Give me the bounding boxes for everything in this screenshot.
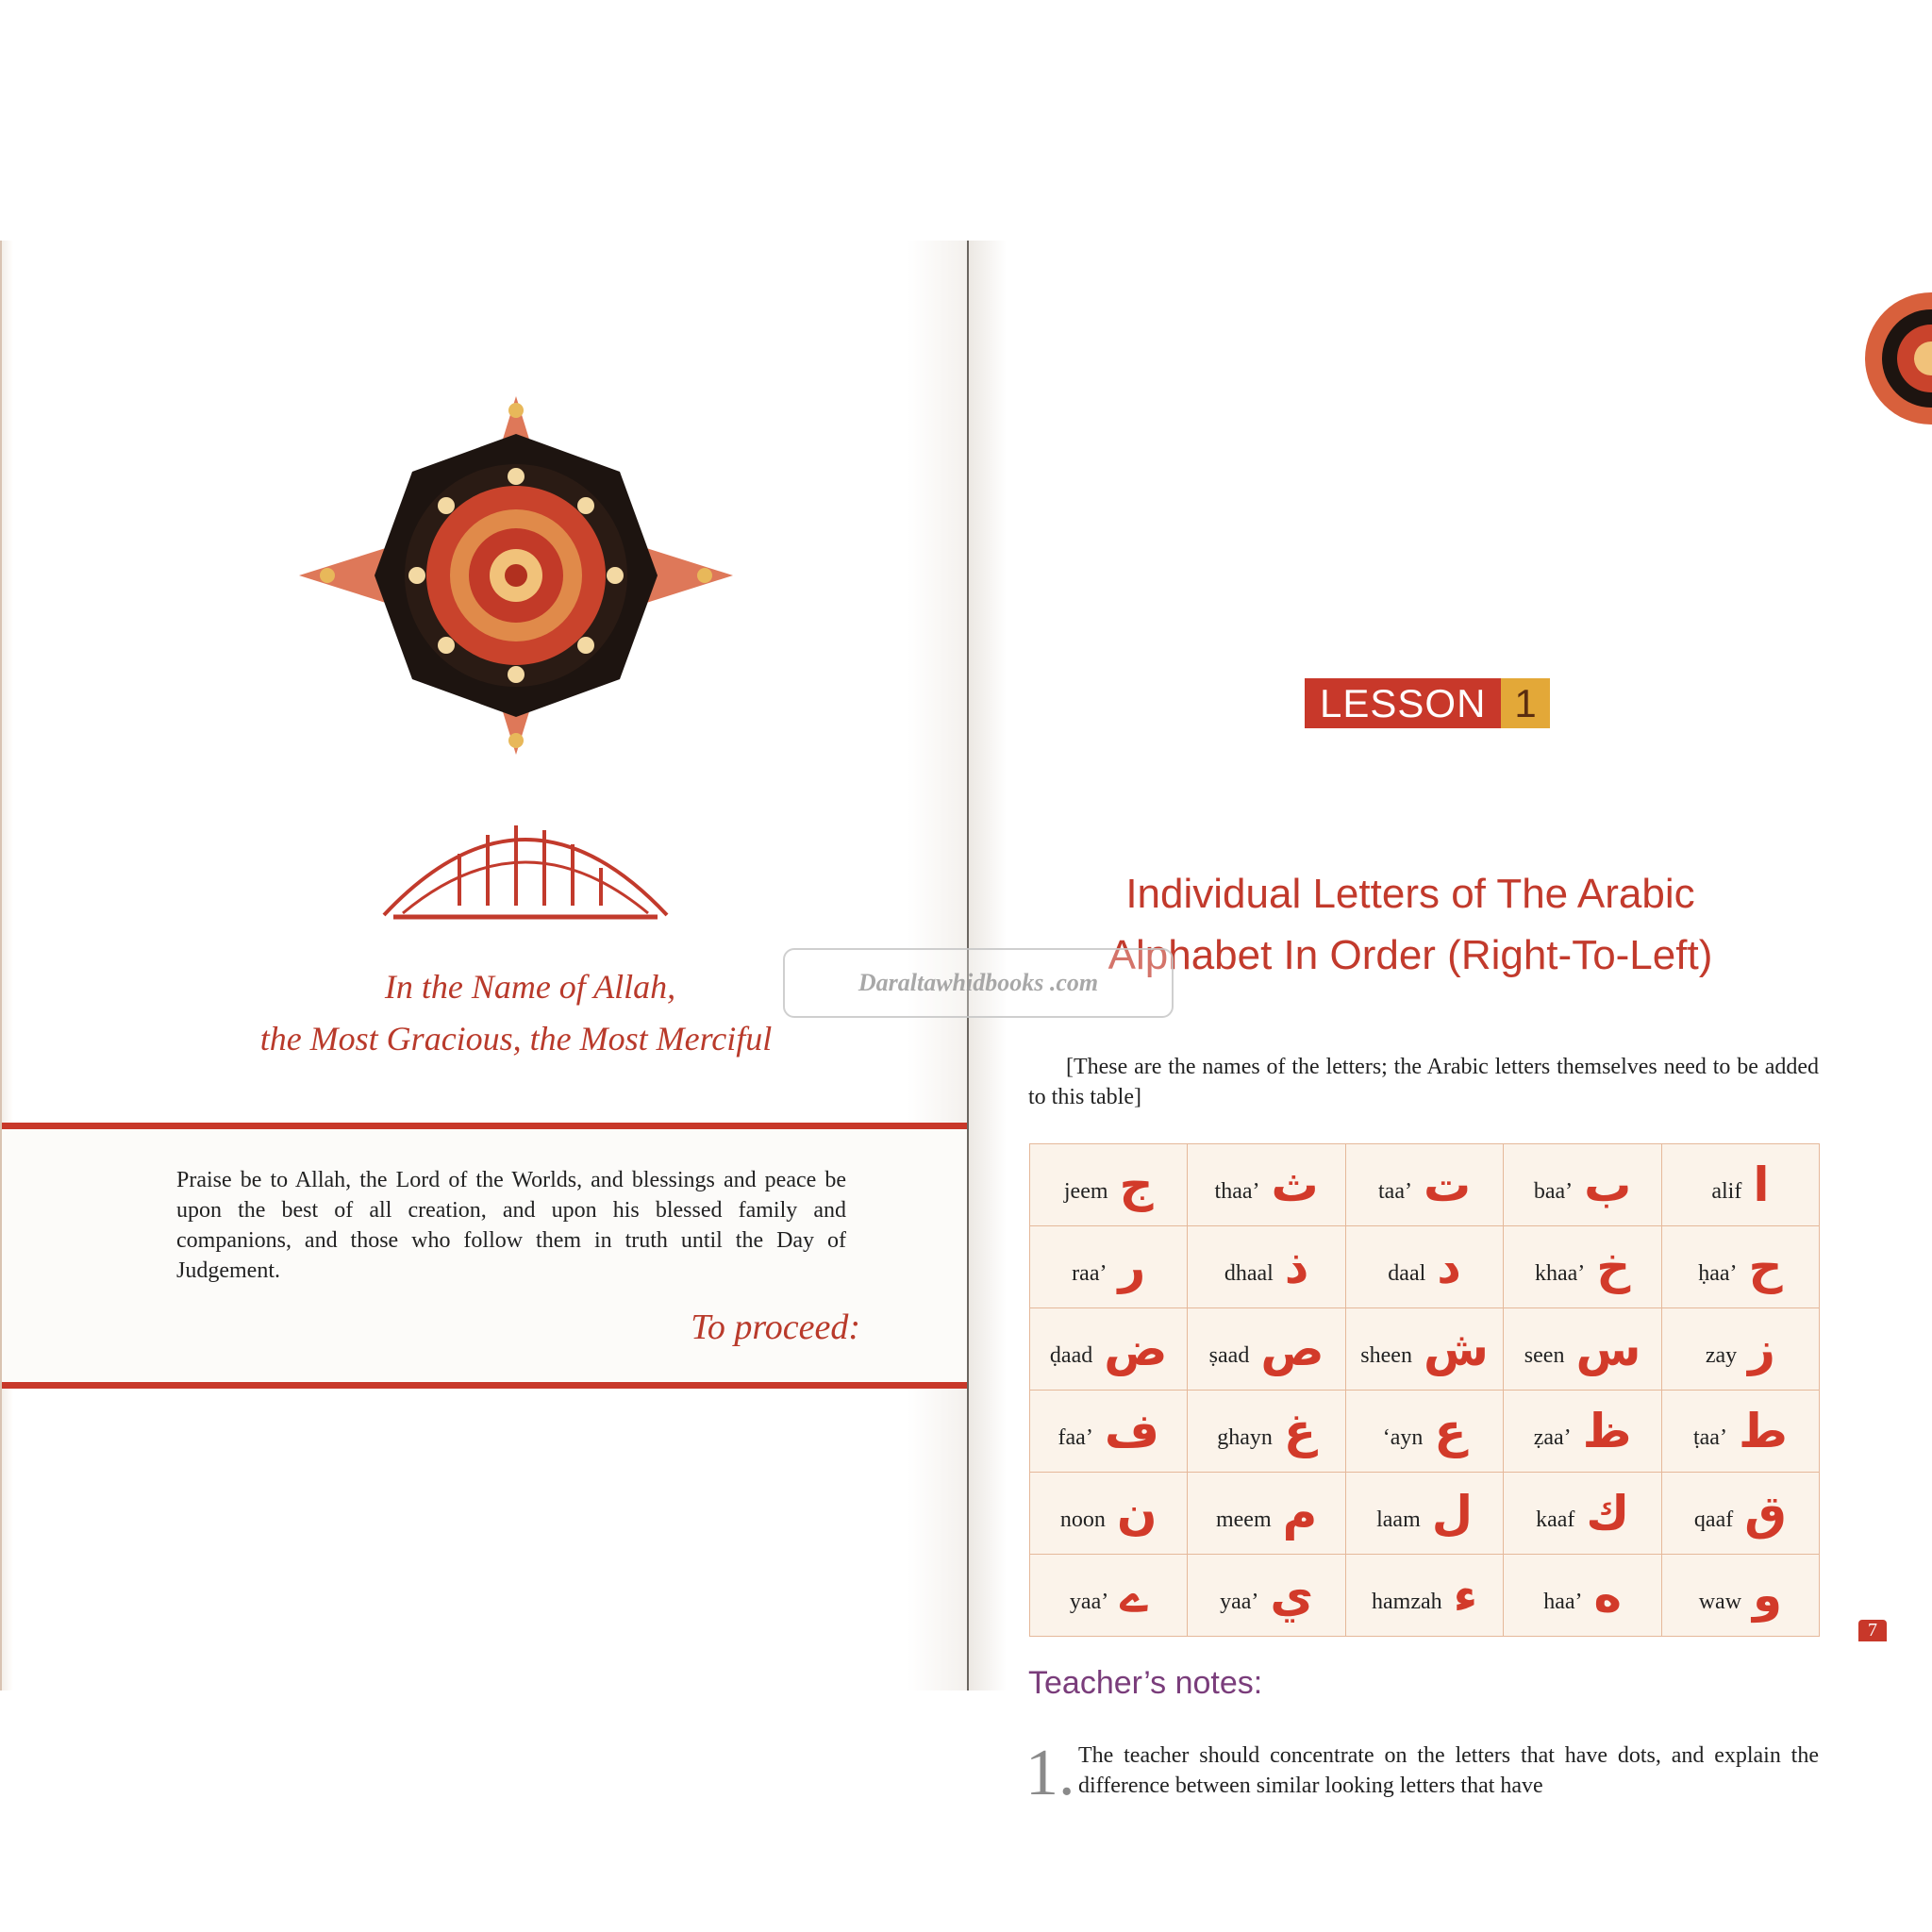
letter-cell <box>1030 1308 1188 1391</box>
letter-name: baa’ <box>1533 1178 1574 1204</box>
letters-row <box>1030 1473 1820 1555</box>
letter-name: meem <box>1215 1507 1272 1532</box>
letter-cell-content <box>1346 1473 1504 1554</box>
letter-cell <box>1504 1473 1661 1555</box>
letter-name: taa’ <box>1378 1178 1412 1204</box>
letter-cell-content <box>1188 1555 1344 1636</box>
letter-name: daal <box>1388 1260 1426 1286</box>
letters-row <box>1030 1391 1820 1473</box>
letter-cell <box>1661 1391 1819 1473</box>
letter-cell-content <box>1346 1391 1504 1472</box>
arabic-letter: س <box>1575 1322 1641 1376</box>
watermark: Daraltawhidbooks .com <box>783 948 1174 1018</box>
letter-cell-content <box>1662 1555 1819 1636</box>
lesson-badge <box>1305 678 1550 728</box>
letter-cell <box>1504 1308 1661 1391</box>
letter-cell <box>1188 1555 1345 1637</box>
lesson-title-line2: Alphabet In Order (Right-To-Left) <box>1108 932 1713 978</box>
letter-name: dhaal <box>1224 1260 1274 1286</box>
letter-name: laam <box>1376 1507 1421 1532</box>
arabic-letter: ے <box>1120 1568 1148 1623</box>
table-note: [These are the names of the letters; the Arabic letters themselves need to be added to this table] <box>1028 1055 1819 1109</box>
letter-cell-content <box>1030 1226 1187 1307</box>
letter-cell <box>1504 1144 1661 1226</box>
letters-table <box>1029 1143 1820 1637</box>
letter-name: raa’ <box>1072 1260 1108 1286</box>
letter-cell <box>1188 1308 1345 1391</box>
letter-cell-content <box>1188 1144 1344 1225</box>
arabic-letter: ع <box>1434 1404 1467 1458</box>
letter-name: noon <box>1059 1507 1106 1532</box>
letter-name: alif <box>1711 1178 1742 1204</box>
praise-paragraph: Praise be to Allah, the Lord of the Worlds, and blessings and peace be upon the best of all creation, and upon his blessed family and companions, and those who follow them in truth until the Day of Judgement. <box>176 1168 846 1283</box>
letter-name: haa’ <box>1543 1589 1583 1614</box>
letter-cell <box>1661 1226 1819 1308</box>
letter-cell-content <box>1030 1555 1187 1636</box>
arabic-letter: ر <box>1118 1240 1146 1294</box>
note-number: 1. <box>1025 1737 1075 1809</box>
arabic-letter: ء <box>1453 1568 1478 1623</box>
letter-cell <box>1661 1473 1819 1555</box>
arabic-letter: غ <box>1283 1404 1317 1458</box>
letter-name: hamzah <box>1372 1589 1442 1614</box>
letter-cell <box>1345 1144 1504 1226</box>
letter-name: yaa’ <box>1220 1589 1259 1614</box>
arabic-letter: ث <box>1271 1158 1319 1212</box>
letter-cell-content <box>1346 1555 1504 1636</box>
letters-row <box>1030 1555 1820 1637</box>
letter-cell-content <box>1030 1308 1187 1390</box>
bismillah-translation-line2: the Most Gracious, the Most Merciful <box>259 1020 773 1058</box>
letter-cell <box>1661 1144 1819 1226</box>
letter-name: waw <box>1698 1589 1742 1614</box>
letter-cell-content <box>1188 1308 1344 1390</box>
letter-name: ḥaa’ <box>1698 1260 1738 1286</box>
letters-row <box>1030 1308 1820 1391</box>
letter-cell <box>1345 1391 1504 1473</box>
letter-cell-content <box>1346 1144 1504 1225</box>
note-text: The teacher should concentrate on the letters that have dots, and explain the difference between similar looking letters that have <box>1078 1743 1819 1798</box>
divider-top <box>2 1123 969 1129</box>
arabic-letter: و <box>1753 1568 1783 1623</box>
letter-name: ḍaad <box>1049 1342 1093 1368</box>
letter-cell-content <box>1662 1473 1819 1554</box>
arabic-letter: ح <box>1748 1240 1783 1294</box>
arabic-letter: ز <box>1748 1322 1775 1376</box>
arabic-letter: د <box>1437 1240 1461 1294</box>
letter-cell <box>1504 1226 1661 1308</box>
letter-cell <box>1661 1555 1819 1637</box>
letter-cell-content <box>1346 1308 1504 1390</box>
letter-cell <box>1030 1555 1188 1637</box>
letter-cell <box>1188 1391 1345 1473</box>
to-proceed-text: To proceed: <box>691 1307 860 1347</box>
page-number: 7 <box>1858 1620 1887 1641</box>
letter-name: faa’ <box>1058 1424 1093 1450</box>
letter-cell-content <box>1188 1391 1344 1472</box>
arabic-letter: ل <box>1431 1486 1474 1541</box>
arabic-letter: ص <box>1260 1322 1324 1376</box>
letter-name: qaaf <box>1693 1507 1734 1532</box>
letter-cell <box>1030 1473 1188 1555</box>
letter-cell <box>1661 1308 1819 1391</box>
letter-cell <box>1030 1144 1188 1226</box>
letter-cell-content <box>1346 1226 1504 1307</box>
letter-cell-content <box>1504 1555 1660 1636</box>
divider-bottom <box>2 1382 969 1389</box>
letter-name: ghayn <box>1217 1424 1273 1450</box>
bismillah-translation-line1: In the Name of Allah, <box>384 968 676 1006</box>
letter-cell-content <box>1188 1473 1344 1554</box>
letter-cell-content <box>1188 1226 1344 1307</box>
letter-cell <box>1030 1226 1188 1308</box>
letter-cell-content <box>1662 1391 1819 1472</box>
letter-cell-content <box>1030 1391 1187 1472</box>
letters-row <box>1030 1144 1820 1226</box>
arabic-letter: ظ <box>1582 1404 1632 1458</box>
letter-cell <box>1345 1226 1504 1308</box>
arabic-letter: ت <box>1423 1158 1472 1212</box>
floral-medallion-icon <box>290 396 742 755</box>
letter-cell-content <box>1030 1144 1187 1225</box>
letter-cell <box>1188 1226 1345 1308</box>
arabic-letter: م <box>1282 1486 1318 1541</box>
corner-ornament-icon <box>1851 278 1932 439</box>
arabic-letter: ك <box>1586 1486 1630 1541</box>
letter-name: sheen <box>1360 1342 1412 1368</box>
letter-name: ṣaad <box>1208 1342 1250 1368</box>
letter-cell-content <box>1030 1473 1187 1554</box>
letter-cell-content <box>1504 1226 1660 1307</box>
arabic-letter: ق <box>1744 1486 1787 1541</box>
letter-cell <box>1345 1555 1504 1637</box>
letter-cell <box>1504 1555 1661 1637</box>
letter-name: ẓaa’ <box>1533 1424 1572 1450</box>
letter-cell-content <box>1504 1391 1660 1472</box>
letter-cell-content <box>1662 1308 1819 1390</box>
arabic-letter: ذ <box>1284 1240 1309 1294</box>
letter-cell <box>1345 1308 1504 1391</box>
letters-row <box>1030 1226 1820 1308</box>
arabic-letter: ش <box>1423 1322 1489 1376</box>
letter-cell <box>1345 1473 1504 1555</box>
basmala-calligraphy-icon <box>375 802 676 934</box>
letter-name: khaa’ <box>1534 1260 1586 1286</box>
arabic-letter: ه <box>1593 1568 1623 1623</box>
letter-name: seen <box>1524 1342 1565 1368</box>
letter-name: yaa’ <box>1069 1589 1109 1614</box>
letter-name: thaa’ <box>1214 1178 1260 1204</box>
arabic-letter: ط <box>1738 1404 1788 1458</box>
letter-cell-content <box>1504 1473 1660 1554</box>
letter-cell <box>1504 1391 1661 1473</box>
lesson-label: LESSON <box>1305 678 1501 728</box>
letter-name: ṭaa’ <box>1692 1424 1727 1450</box>
letter-cell-content <box>1662 1144 1819 1225</box>
arabic-letter: خ <box>1596 1240 1631 1294</box>
letter-cell-content <box>1504 1308 1660 1390</box>
lesson-title-line1: Individual Letters of The Arabic <box>1125 871 1695 917</box>
arabic-letter: ي <box>1270 1568 1314 1623</box>
letter-cell <box>1030 1391 1188 1473</box>
letter-cell-content <box>1504 1144 1660 1225</box>
letter-name: jeem <box>1063 1178 1108 1204</box>
arabic-letter: ن <box>1116 1486 1158 1541</box>
letter-cell-content <box>1662 1226 1819 1307</box>
teacher-notes-heading: Teacher’s notes: <box>1028 1665 1263 1701</box>
letter-cell <box>1188 1473 1345 1555</box>
arabic-letter: ض <box>1104 1322 1168 1376</box>
arabic-letter: ب <box>1584 1158 1632 1212</box>
letter-name: zay <box>1705 1342 1738 1368</box>
letter-name: ‘ayn <box>1382 1424 1424 1450</box>
letter-cell <box>1188 1144 1345 1226</box>
arabic-letter: ف <box>1104 1404 1159 1458</box>
arabic-letter: ج <box>1119 1158 1154 1212</box>
letter-name: kaaf <box>1536 1507 1575 1532</box>
arabic-letter: ا <box>1753 1158 1770 1212</box>
lesson-number: 1 <box>1501 678 1549 728</box>
